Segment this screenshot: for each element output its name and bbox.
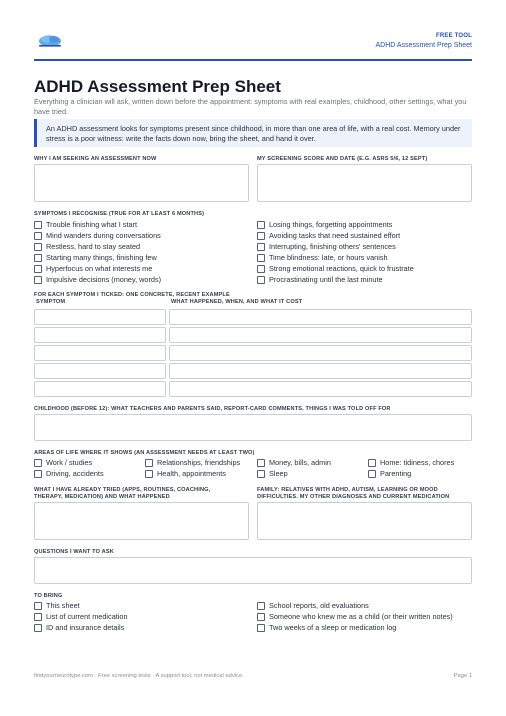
- childhood-field[interactable]: [34, 414, 472, 441]
- symptom-label: Procrastinating until the last minute: [269, 275, 383, 284]
- symptom-checkbox[interactable]: [257, 264, 414, 273]
- symptom-checkbox[interactable]: [34, 264, 152, 273]
- symptom-label: Strong emotional reactions, quick to frustrate: [269, 264, 414, 273]
- bring-checkbox[interactable]: [257, 601, 369, 610]
- area-label: Health, appointments: [157, 469, 226, 478]
- area-label: Sleep: [269, 469, 288, 478]
- checkbox-square[interactable]: [257, 232, 265, 240]
- checkbox-square[interactable]: [34, 459, 42, 467]
- bring-checkbox[interactable]: [34, 612, 128, 621]
- checkbox-square[interactable]: [257, 613, 265, 621]
- table-cell-symptom[interactable]: [34, 363, 166, 379]
- bring-label: TO BRING: [34, 593, 63, 599]
- symptom-label: Hyperfocus on what interests me: [46, 264, 153, 273]
- symptom-label: Impulsive decisions (money, words): [46, 275, 162, 284]
- bring-checkbox[interactable]: [34, 601, 80, 610]
- checkbox-square[interactable]: [257, 265, 265, 273]
- area-label: Money, bills, admin: [269, 458, 331, 467]
- bring-item-label: Someone who knew me as a child (or their written notes): [269, 612, 453, 621]
- header-right: [376, 33, 473, 49]
- area-checkbox[interactable]: [145, 458, 240, 467]
- questions-label: QUESTIONS I WANT TO ASK: [34, 549, 114, 555]
- table-cell-details[interactable]: [169, 363, 472, 379]
- symptom-checkbox[interactable]: [257, 275, 383, 284]
- checkbox-square[interactable]: [145, 470, 153, 478]
- table-header-symptom: SYMPTOM: [36, 299, 66, 305]
- brain-logo-icon: [37, 34, 63, 48]
- checkbox-square[interactable]: [34, 243, 42, 251]
- symptom-label: Avoiding tasks that need sustained effort: [269, 231, 401, 240]
- symptom-checkbox[interactable]: [34, 242, 140, 251]
- checkbox-square[interactable]: [257, 602, 265, 610]
- bring-checkbox[interactable]: [34, 623, 124, 632]
- area-checkbox[interactable]: [368, 458, 454, 467]
- symptoms-label: SYMPTOMS I RECOGNISE (TRUE FOR AT LEAST 6 MONTHS): [34, 211, 205, 217]
- page-title: ADHD Assessment Prep Sheet: [34, 77, 281, 96]
- bring-checkbox[interactable]: [257, 612, 453, 621]
- symptom-checkbox[interactable]: [257, 220, 392, 229]
- header-subtitle: ADHD Assessment Prep Sheet: [375, 42, 472, 49]
- bring-item-label: School reports, old evaluations: [269, 601, 369, 610]
- questions-field[interactable]: [34, 557, 472, 584]
- table-cell-symptom[interactable]: [34, 309, 166, 325]
- family-field[interactable]: [257, 502, 472, 540]
- symptom-label: Time blindness: late, or hours vanish: [269, 253, 388, 262]
- table-cell-symptom[interactable]: [34, 381, 166, 397]
- table-header-details: WHAT HAPPENED, WHEN, AND WHAT IT COST: [171, 299, 303, 305]
- checkbox-square[interactable]: [34, 624, 42, 632]
- symptom-label: Interrupting, finishing others' sentences: [269, 242, 396, 251]
- symptom-label: Trouble finishing what I start: [46, 220, 137, 229]
- reason-label: WHY I AM SEEKING AN ASSESSMENT NOW: [34, 156, 157, 162]
- checkbox-square[interactable]: [257, 470, 265, 478]
- symptom-checkbox[interactable]: [257, 253, 388, 262]
- bring-item-label: List of current medication: [46, 612, 128, 621]
- table-cell-details[interactable]: [169, 381, 472, 397]
- symptom-checkbox[interactable]: [34, 220, 137, 229]
- checkbox-square[interactable]: [368, 459, 376, 467]
- checkbox-square[interactable]: [257, 221, 265, 229]
- score-field[interactable]: [257, 164, 472, 202]
- area-checkbox[interactable]: [257, 469, 288, 478]
- checkbox-square[interactable]: [34, 602, 42, 610]
- header-tag: FREE TOOL: [435, 33, 472, 39]
- family-label: FAMILY: RELATIVES WITH ADHD, AUTISM, LEARNING OR MOOD DIFFICULTIES. MY OTHER DIAGNOSES AND CURRENT MEDICATION: [257, 487, 450, 500]
- areas-label: AREAS OF LIFE WHERE IT SHOWS (AN ASSESSMENT NEEDS AT LEAST TWO): [34, 450, 255, 456]
- area-label: Parenting: [380, 469, 412, 478]
- tried-label: WHAT I HAVE ALREADY TRIED (APPS, ROUTINES, COACHING, THERAPY, MEDICATION) AND WHAT HAPPENED: [34, 487, 211, 500]
- checkbox-square[interactable]: [257, 276, 265, 284]
- score-label: MY SCREENING SCORE AND DATE (E.G. ASRS 5/6, 12 SEPT): [257, 156, 428, 162]
- header-divider: [34, 59, 472, 61]
- table-cell-symptom[interactable]: [34, 345, 166, 361]
- checkbox-square[interactable]: [34, 221, 42, 229]
- childhood-label: CHILDHOOD (BEFORE 12): WHAT TEACHERS AND PARENTS SAID, REPORT-CARD COMMENTS, THINGS I WAS TOLD OFF FOR: [34, 406, 391, 412]
- area-label: Driving, accidents: [46, 469, 104, 478]
- bring-item-label: ID and insurance details: [46, 623, 125, 632]
- checkbox-square[interactable]: [34, 613, 42, 621]
- checkbox-square[interactable]: [145, 459, 153, 467]
- bring-checkbox[interactable]: [257, 623, 396, 632]
- checkbox-square[interactable]: [368, 470, 376, 478]
- tried-field[interactable]: [34, 502, 249, 540]
- info-callout: An ADHD assessment looks for symptoms present since childhood, in more than one area of life, with a real cost. Memory under stress is a poor witness: write the facts down now, bring the sheet, and hand it over.: [34, 119, 472, 147]
- table-cell-details[interactable]: [169, 327, 472, 343]
- table-cell-symptom[interactable]: [34, 327, 166, 343]
- symptom-checkbox[interactable]: [257, 242, 396, 251]
- checkbox-square[interactable]: [34, 276, 42, 284]
- area-checkbox[interactable]: [34, 469, 104, 478]
- area-checkbox[interactable]: [145, 469, 226, 478]
- examples-label: FOR EACH SYMPTOM I TICKED: ONE CONCRETE, RECENT EXAMPLE: [34, 292, 230, 298]
- area-checkbox[interactable]: [257, 458, 331, 467]
- checkbox-square[interactable]: [257, 624, 265, 632]
- bring-item-label: This sheet: [46, 601, 80, 610]
- area-label: Relationships, friendships: [157, 458, 241, 467]
- symptom-label: Losing things, forgetting appointments: [269, 220, 393, 229]
- page-number: Page 1: [453, 673, 472, 679]
- checkbox-square[interactable]: [257, 243, 265, 251]
- checkbox-square[interactable]: [34, 470, 42, 478]
- checkbox-square[interactable]: [257, 254, 265, 262]
- table-cell-details[interactable]: [169, 309, 472, 325]
- symptom-checkbox[interactable]: [34, 275, 161, 284]
- area-label: Work / studies: [46, 458, 93, 467]
- checkbox-square[interactable]: [34, 254, 42, 262]
- page-subtitle: Everything a clinician will ask, written down before the appointment: symptoms with real examples, childhood, other settings, what you have tried.: [34, 97, 467, 116]
- symptom-checkbox[interactable]: [34, 253, 157, 262]
- symptom-label: Mind wanders during conversations: [46, 231, 161, 240]
- symptom-label: Restless, hard to stay seated: [46, 242, 141, 251]
- area-label: Home: tidiness, chores: [380, 458, 455, 467]
- footer-text: findyourneurotype.com · Free screening tests · A support tool, not medical advice.: [34, 673, 244, 679]
- table-cell-details[interactable]: [169, 345, 472, 361]
- reason-field[interactable]: [34, 164, 249, 202]
- checkbox-square[interactable]: [257, 459, 265, 467]
- area-checkbox[interactable]: [34, 458, 92, 467]
- symptom-label: Starting many things, finishing few: [46, 253, 157, 262]
- bring-item-label: Two weeks of a sleep or medication log: [269, 623, 397, 632]
- checkbox-square[interactable]: [34, 265, 42, 273]
- symptom-checkbox[interactable]: [257, 231, 400, 240]
- checkbox-square[interactable]: [34, 232, 42, 240]
- symptom-checkbox[interactable]: [34, 231, 161, 240]
- area-checkbox[interactable]: [368, 469, 411, 478]
